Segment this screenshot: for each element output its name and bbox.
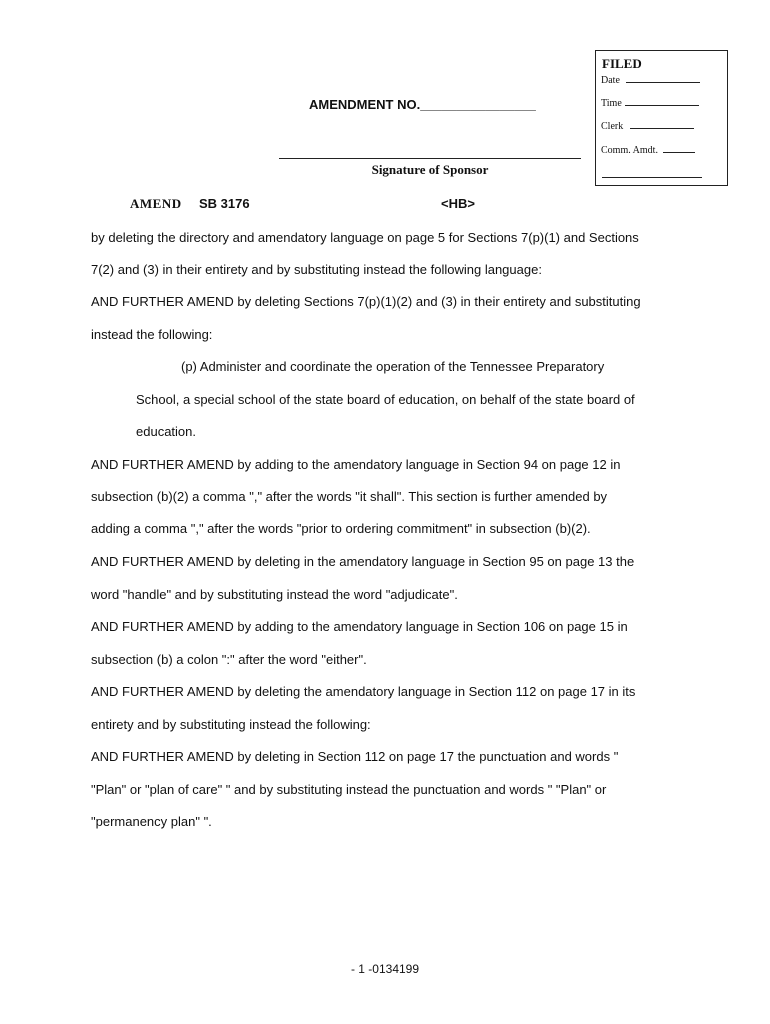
- amend-label: AMEND: [130, 196, 182, 211]
- filed-date-label: Date: [601, 75, 620, 86]
- body-line: by deleting the directory and amendatory language on page 5 for Sections 7(p)(1) and Sections: [91, 230, 639, 245]
- body-line: 7(2) and (3) in their entirety and by substituting instead the following language:: [91, 262, 542, 277]
- page-footer-code: - 1 -0134199: [350, 962, 420, 976]
- body-line: adding a comma "," after the words "prior to ordering commitment" in subsection (b)(2).: [91, 521, 591, 536]
- body-line: School, a special school of the state board of education, on behalf of the state board of: [136, 392, 635, 407]
- filed-clerk-label: Clerk: [601, 121, 624, 132]
- filed-time-line: [625, 96, 699, 106]
- body-line: subsection (b) a colon ":" after the word "either".: [91, 652, 367, 667]
- body-line: AND FURTHER AMEND by adding to the amendatory language in Section 94 on page 12 in: [91, 457, 621, 472]
- body-line: word "handle" and by substituting instead the word "adjudicate".: [91, 587, 458, 602]
- filed-box: [595, 50, 728, 186]
- filed-title: FILED: [602, 56, 642, 71]
- senate-bill-number: SB 3176: [199, 196, 250, 211]
- body-line: AND FURTHER AMEND by adding to the amendatory language in Section 106 on page 15 in: [91, 619, 628, 634]
- body-line: (p) Administer and coordinate the operation of the Tennessee Preparatory: [181, 359, 605, 374]
- filed-comm-line: [663, 143, 695, 153]
- amendment-number: AMENDMENT NO.________________: [309, 97, 536, 112]
- filed-time-label: Time: [601, 98, 622, 109]
- signature-label: Signature of Sponsor: [371, 162, 489, 177]
- body-line: AND FURTHER AMEND by deleting in Section 112 on page 17 the punctuation and words ": [91, 749, 619, 764]
- house-bill-placeholder: <HB>: [441, 196, 475, 211]
- body-line: education.: [136, 424, 196, 439]
- filed-clerk-row: [601, 119, 694, 133]
- filed-time-row: [601, 96, 699, 110]
- filed-comm-label: Comm. Amdt.: [601, 145, 658, 156]
- filed-clerk-line: [630, 119, 694, 129]
- filed-date-line: [626, 73, 700, 83]
- filed-blank-line: [602, 177, 702, 178]
- body-line: "Plan" or "plan of care" " and by substituting instead the punctuation and words " "Plan" or: [91, 782, 607, 797]
- body-line: AND FURTHER AMEND by deleting Sections 7(p)(1)(2) and (3) in their entirety and substituting: [91, 294, 641, 309]
- body-line: AND FURTHER AMEND by deleting in the amendatory language in Section 95 on page 13 the: [91, 554, 635, 569]
- filed-date-row: [601, 73, 700, 87]
- body-line: instead the following:: [91, 327, 213, 342]
- signature-line: [279, 158, 581, 159]
- body-line: subsection (b)(2) a comma "," after the words "it shall". This section is further amended by: [91, 489, 608, 504]
- body-line: "permanency plan" ".: [91, 814, 212, 829]
- filed-comm-row: [601, 143, 695, 157]
- body-line: AND FURTHER AMEND by deleting the amendatory language in Section 112 on page 17 in its: [91, 684, 636, 699]
- body-line: entirety and by substituting instead the following:: [91, 717, 371, 732]
